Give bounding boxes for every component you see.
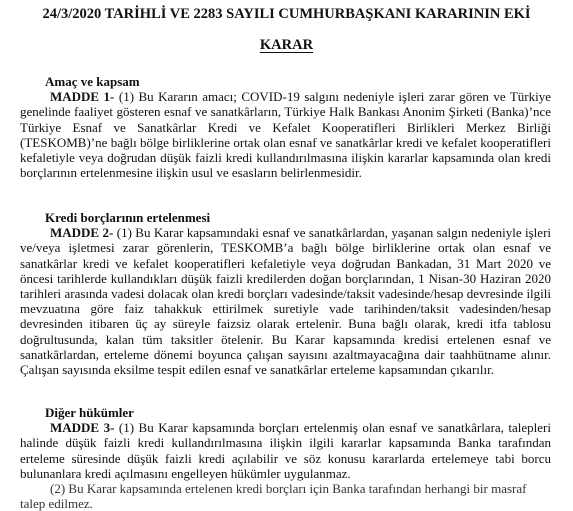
cut-off-text: (2) Bu Karar kapsamında ertelenen kredi borçları için Banka tarafından herhangi bir masraf talep edilmez. [20,481,527,511]
article-label: MADDE 1- [50,89,115,105]
article-label: MADDE 3- [50,420,115,436]
article-text: (1) Bu Karar kapsamında borçları ertelenmiş olan esnaf ve sanatkârlara, talepleri halinde düşük faizli kredi kullandırılmasına ilişkin ilgili kararlar kapsamında Banka tarafından erteleme süresinde düşük faizli kredi açılabilir ve söz konusu kararlarda ertelemeye tabi borcu bulunanlara kredi açılmasını engelleyen hükümler uygulanmaz. [20,420,551,481]
section-heading: Amaç ve kapsam [45,74,140,89]
article-paragraph [20,89,551,180]
section-heading: Diğer hükümler [45,405,134,420]
document-subtitle: KARAR [259,37,314,53]
article-paragraph [20,420,551,481]
article-label: MADDE 2- [50,225,114,241]
section-kredi-borclarinin-ertelenmesi [20,210,551,377]
cut-off-line [20,481,551,511]
document-title: 24/3/2020 TARİHLİ VE 2283 SAYILI CUMHURBAŞKANI KARARININ EKİ [42,6,531,22]
section-amac-ve-kapsam [20,74,551,180]
section-diger-hukumler [20,405,551,481]
article-paragraph [20,225,551,377]
article-text: (1) Bu Karar kapsamındaki esnaf ve sanatkârlardan, yaşanan salgın nedeniyle işleri ve/veya işletmesi zarar görenlerin, TESKOMB’a bağlı bölge birliklerine ortak olan esnaf ve sanatkârlar kredi ve kefalet kooperatifleri kefaletiyle veya doğrudan Bankadan, 31 Mart 2020 ve öncesi tarihlerde kullandıkları düşük faizli kredilerden doğan borçlarından, 1 Nisan-30 Haziran 2020 tarihleri arasında vadesi dolacak olan kredi borçları vadesinde/taksit vadesinde/hesap devresinde ilgili mevzuatına göre faiz tahakkuk ettirilmek suretiyle vade tarihinden/taksit vadesinden/hesap devresinden itibaren üç ay süreyle faizsiz olarak ertelenir. Buna bağlı olarak, kredi itfa tablosu doğrultusunda, kalan tüm taksitler ötelenir. Bu Karar kapsamında kredisi ertelenen esnaf ve sanatkârlardan, erteleme dönemi boyunca çalışan sayısını azaltmayacağına dair taahhütname alınır. Çalışan sayısında eksilme tespit edilen esnaf ve sanatkârlar erteleme kapsamından çıkarılır. [20,225,552,378]
article-text: (1) Bu Kararın amacı; COVID-19 salgını nedeniyle işleri zarar gören ve Türkiye genelinde faaliyet gösteren esnaf ve sanatkârların, Türkiye Halk Bankası Anonim Şirketi (Banka)’nce Türkiye Esnaf ve Sanatkârlar Kredi ve Kefalet Kooperatifleri Birlikleri Merkez Birliği (TESKOMB)’ne bağlı bölge birliklerine ortak olan esnaf ve sanatkârlar kredi ve kefalet kooperatifleri kefaletiyle veya doğrudan düşük faizli kredi kullandırılmasına ilişkin kararlar kapsamında olan kredi borçlarının ertelenmesine ilişkin usul ve esasların belirlenmesidir. [20,89,551,181]
section-heading: Kredi borçlarının ertelenmesi [45,210,211,225]
